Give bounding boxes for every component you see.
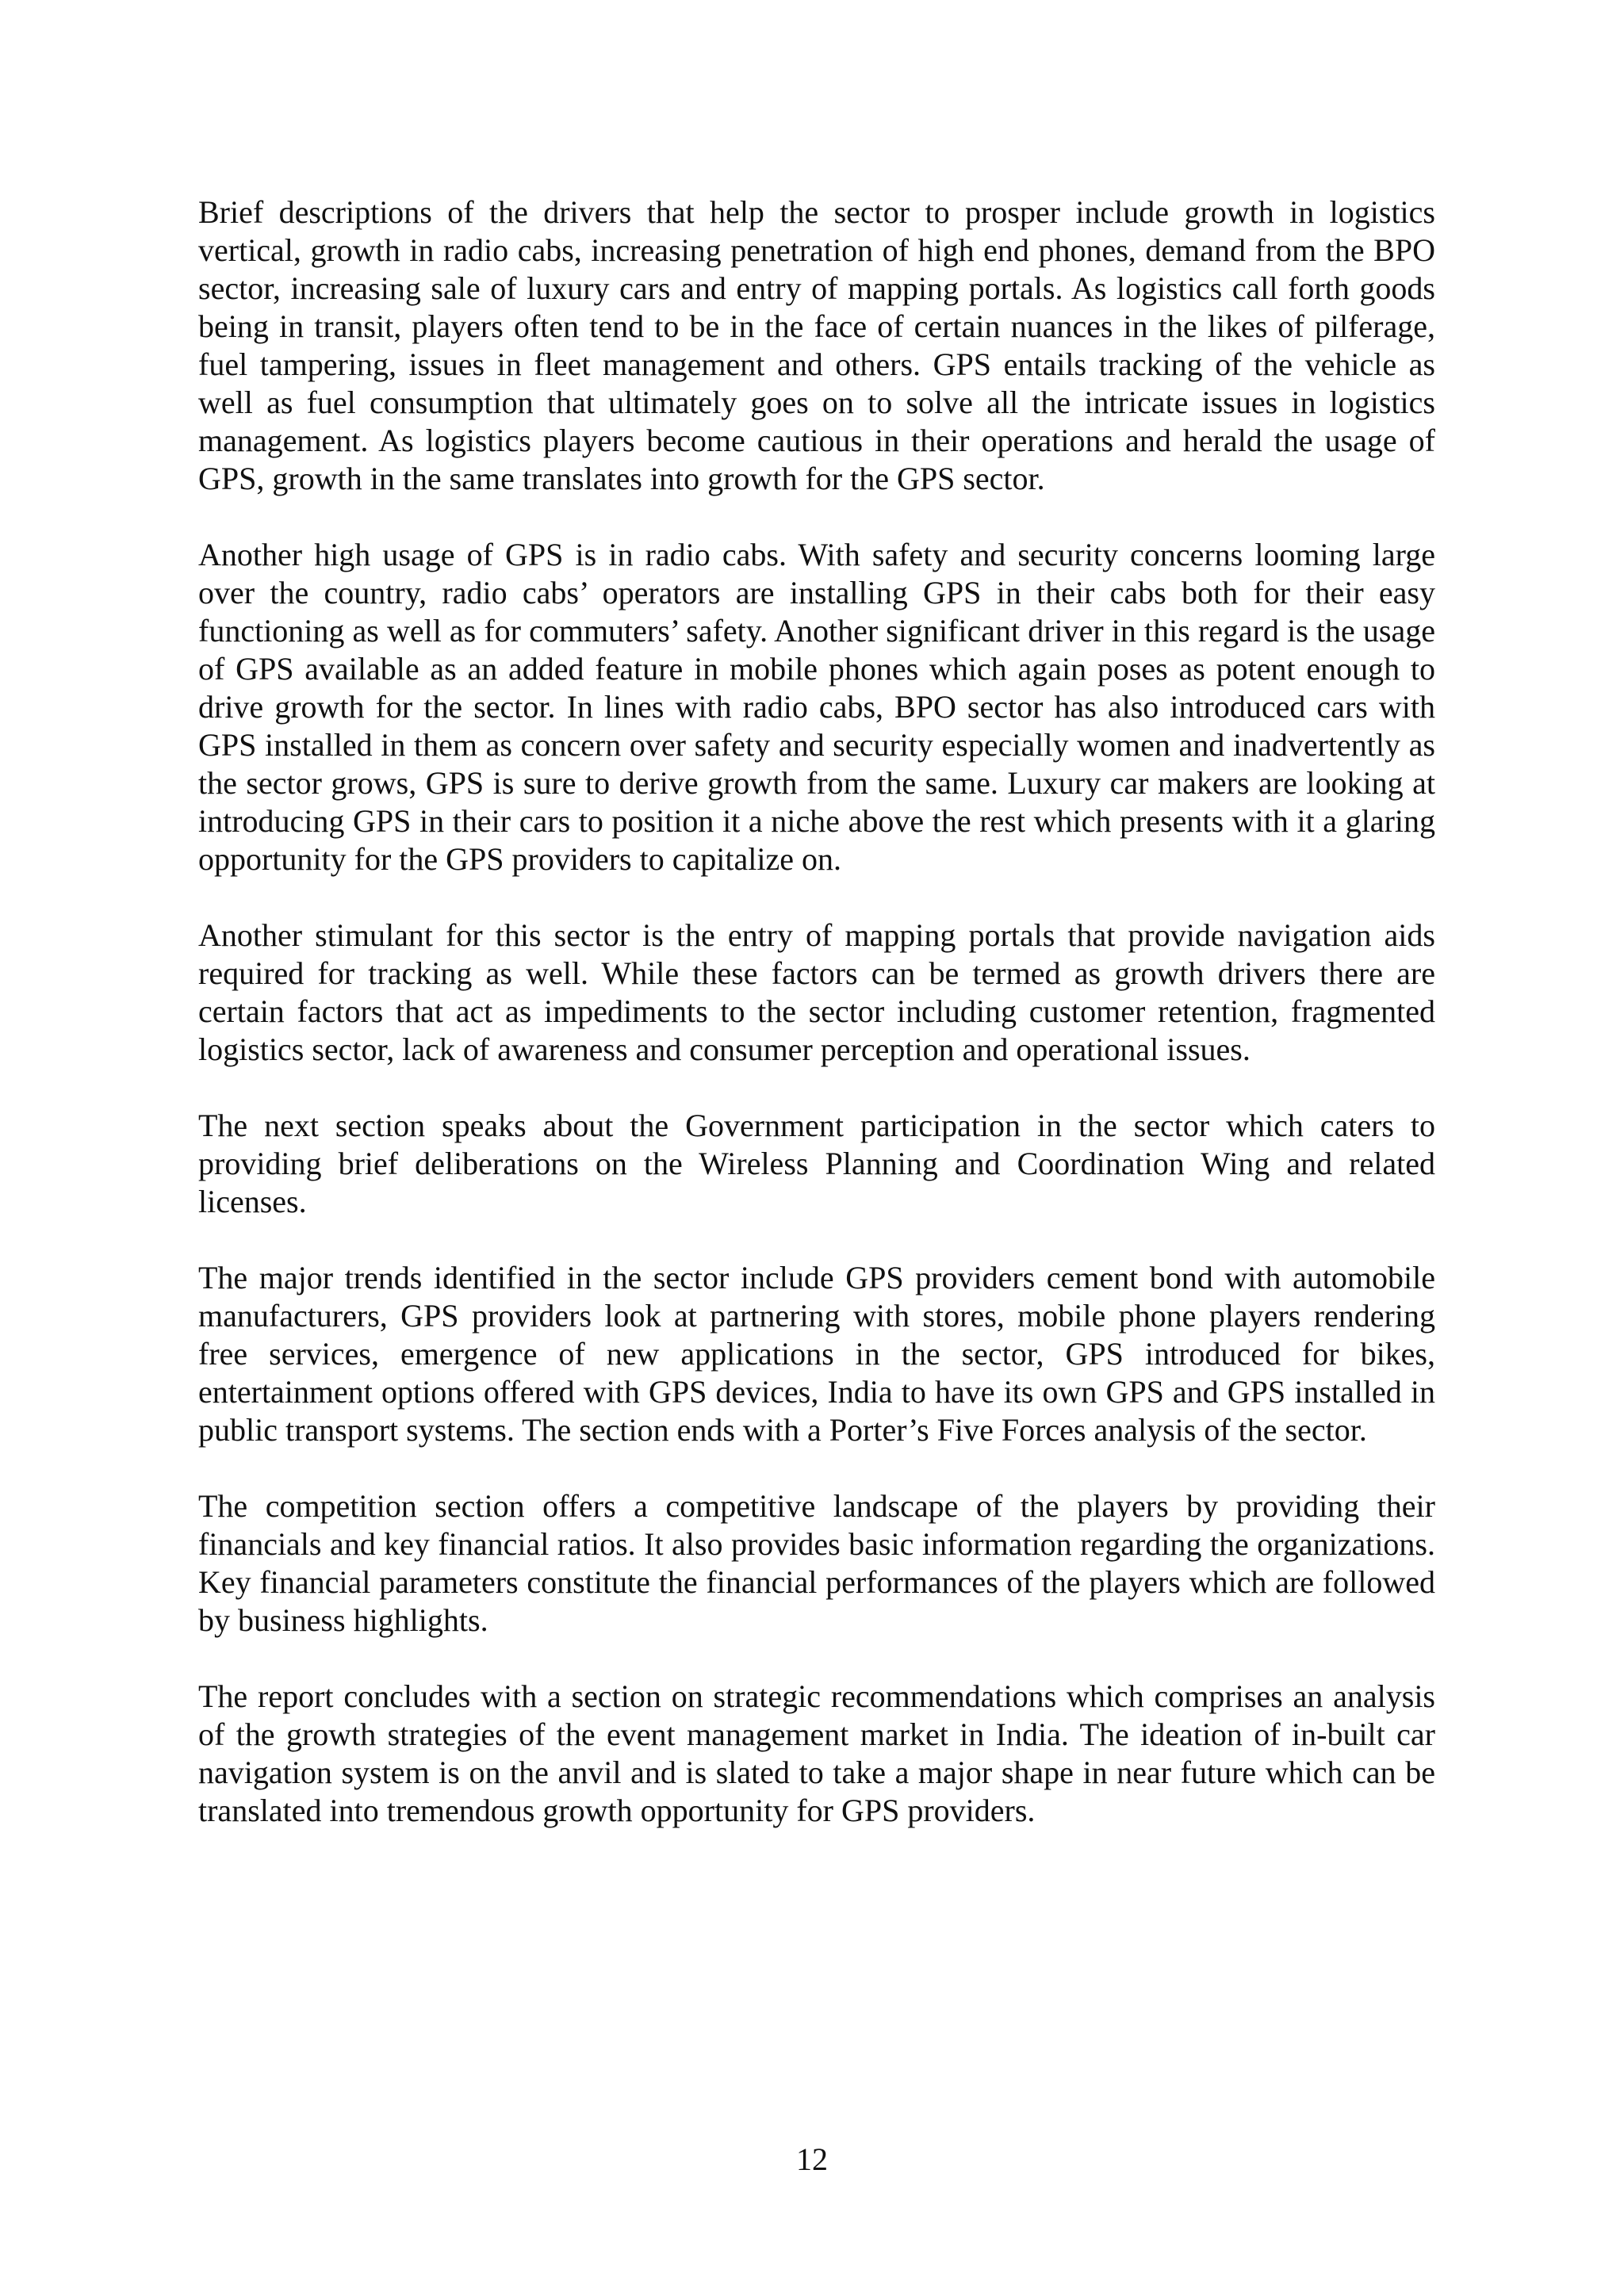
- paragraph-major-trends: The major trends identified in the sector include GPS providers cement bond with automobile manufacturers, GPS providers look at partnering with stores, mobile phone players rendering free services, emergence of new applications in the sector, GPS introduced for bikes, entertainment options offered with GPS devices, India to have its own GPS and GPS installed in public transport systems. The section ends with a Porter’s Five Forces analysis of the sector.: [198, 1260, 1435, 1448]
- paragraph-growth-drivers: Brief descriptions of the drivers that help the sector to prosper include growth in logistics vertical, growth in radio cabs, increasing penetration of high end phones, demand from the BPO sector, increasing sale of luxury cars and entry of mapping portals. As logistics call forth goods being in transit, players often tend to be in the face of certain nuances in the likes of pilferage, fuel tampering, issues in fleet management and others. GPS entails tracking of the vehicle as well as fuel consumption that ultimately goes on to solve all the intricate issues in logistics management. As logistics players become cautious in their operations and herald the usage of GPS, growth in the same translates into growth for the GPS sector.: [198, 194, 1435, 496]
- paragraph-radio-cabs: Another high usage of GPS is in radio cabs. With safety and security concerns looming large over the country, radio cabs’ operators are installing GPS in their cabs both for their easy functioning as well as for commuters’ safety. Another significant driver in this regard is the usage of GPS available as an added feature in mobile phones which again poses as potent enough to drive growth for the sector. In lines with radio cabs, BPO sector has also introduced cars with GPS installed in them as concern over safety and security especially women and inadvertently as the sector grows, GPS is sure to derive growth from the same. Luxury car makers are looking at introducing GPS in their cars to position it a niche above the rest which presents with it a glaring opportunity for the GPS providers to capitalize on.: [198, 537, 1435, 877]
- paragraph-mapping-portals: Another stimulant for this sector is the entry of mapping portals that provide navigation aids required for tracking as well. While these factors can be termed as growth drivers there are certain factors that act as impediments to the sector including customer retention, fragmented logistics sector, lack of awareness and consumer perception and operational issues.: [198, 917, 1435, 1067]
- page-number: 12: [796, 2141, 828, 2177]
- body-text: [198, 193, 1435, 1868]
- paragraph-competition: The competition section offers a competitive landscape of the players by providing their financials and key financial ratios. It also provides basic information regarding the organizations. Key financial parameters constitute the financial performances of the players which are followed by business highlights.: [198, 1488, 1435, 1638]
- paragraph-conclusion: The report concludes with a section on strategic recommendations which comprises an analysis of the growth strategies of the event management market in India. The ideation of in-built car navigation system is on the anvil and is slated to take a major shape in near future which can be translated into tremendous growth opportunity for GPS providers.: [198, 1678, 1435, 1828]
- paragraph-government-participation: The next section speaks about the Government participation in the sector which caters to providing brief deliberations on the Wireless Planning and Coordination Wing and related licenses.: [198, 1108, 1435, 1219]
